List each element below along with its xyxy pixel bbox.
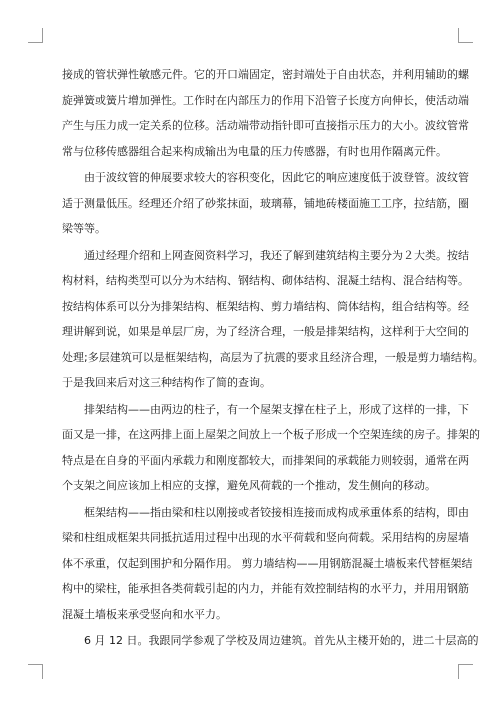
text-line: 常与位移传感器组合起来构成输出为电量的压力传感器，有时也用作隔离元件。 — [62, 144, 447, 158]
text-line: 旋弹簧或簧片增加弹性。工作时在内部压力的作用下沿管子长度方向伸长，使活动端 — [62, 93, 469, 107]
text-line: 排架结构——由两边的柱子，有一个屋架支撑在柱子上，形成了这样的一排，下 — [84, 402, 469, 416]
text-line: 梁和柱组成框架共同抵抗适用过程中出现的水平荷载和竖向荷载。采用结构的房屋墙 — [62, 531, 469, 544]
paragraph — [62, 165, 469, 242]
text-line: 接成的管状弹性敏感元件。它的开口端固定，密封端处于自由状态，并利用辅助的螺 — [62, 68, 469, 81]
paragraph — [62, 397, 480, 499]
text-line: 处理;多层建筑可以是框架结构，高层为了抗震的要求且经济合理，一般是剪力墙结构。 — [62, 350, 484, 364]
text-line: 个支架之间应该加上相应的支撑，避免风荷载的一个推动，发生侧向的移动。 — [62, 479, 436, 492]
text-line: 梁等等。 — [62, 222, 106, 235]
text-line: 框架结构——指由梁和柱以刚接或者铰接相连接而成构成承重体系的结构，即由 — [84, 505, 469, 519]
crop-mark-bottom-right — [458, 664, 473, 679]
text-line: 于是我回来后对这三种结构作了简的查询。 — [62, 376, 271, 389]
paragraph — [62, 500, 473, 628]
text-line: 理讲解到说，如果是单层厂房，为了经济合理，一般是排架结构，这样利于大空间的 — [62, 325, 469, 338]
text-line: 由于波纹管的伸展要求较大的容积变化，因此它的响应速度低于波登管。波纹管 — [84, 171, 469, 184]
text-line: 适于测量低压。经理还介绍了砂浆抹面，玻璃幕，铺地砖楼面施工工序，拉结筋，圈 — [62, 196, 469, 210]
text-line: 产生与压力成一定关系的位移。活动端带动指针即可直接指示压力的大小。波纹管常 — [62, 119, 469, 132]
paragraph — [62, 628, 479, 654]
text-line: 体不承重，仅起到围护和分隔作用。 剪力墙结构——用钢筋混凝土墙板来代替框架结 — [62, 556, 473, 570]
paragraph — [62, 243, 484, 396]
text-line: 按结构体系可以分为排架结构、框架结构、剪力墙结构、筒体结构，组合结构等。经 — [62, 299, 469, 313]
document-body — [62, 62, 484, 654]
text-line: 通过经理介绍和上网查阅资料学习，我还了解到建筑结构主要分为２大类。按结 — [84, 248, 469, 262]
text-line: 特点是在自身的平面内承载力和刚度都较大，而排架间的承载能力则较弱，通常在两 — [62, 453, 469, 467]
text-line: 构材料，结构类型可以分为木结构、钢结构、砌体结构、混凝土结构、混合结构等。 — [62, 274, 469, 287]
text-line: 混凝土墙板来承受竖向和水平力。 — [62, 607, 227, 621]
text-line: 面又是一排，在这两排上面上屋架之间放上一个板子形成一个空架连续的房子。排架的 — [62, 428, 480, 441]
text-line: 6 月 12 日。我跟同学参观了学校及周边建筑。首先从主楼开始的，进二十层高的 — [84, 634, 479, 647]
crop-mark-top-right — [458, 28, 473, 43]
text-line: 构中的梁柱，能承担各类荷载引起的内力，并能有效控制结构的水平力，并用用钢筋 — [62, 582, 469, 595]
crop-mark-top-left — [28, 28, 43, 43]
crop-mark-bottom-left — [28, 664, 43, 679]
paragraph — [62, 62, 469, 164]
